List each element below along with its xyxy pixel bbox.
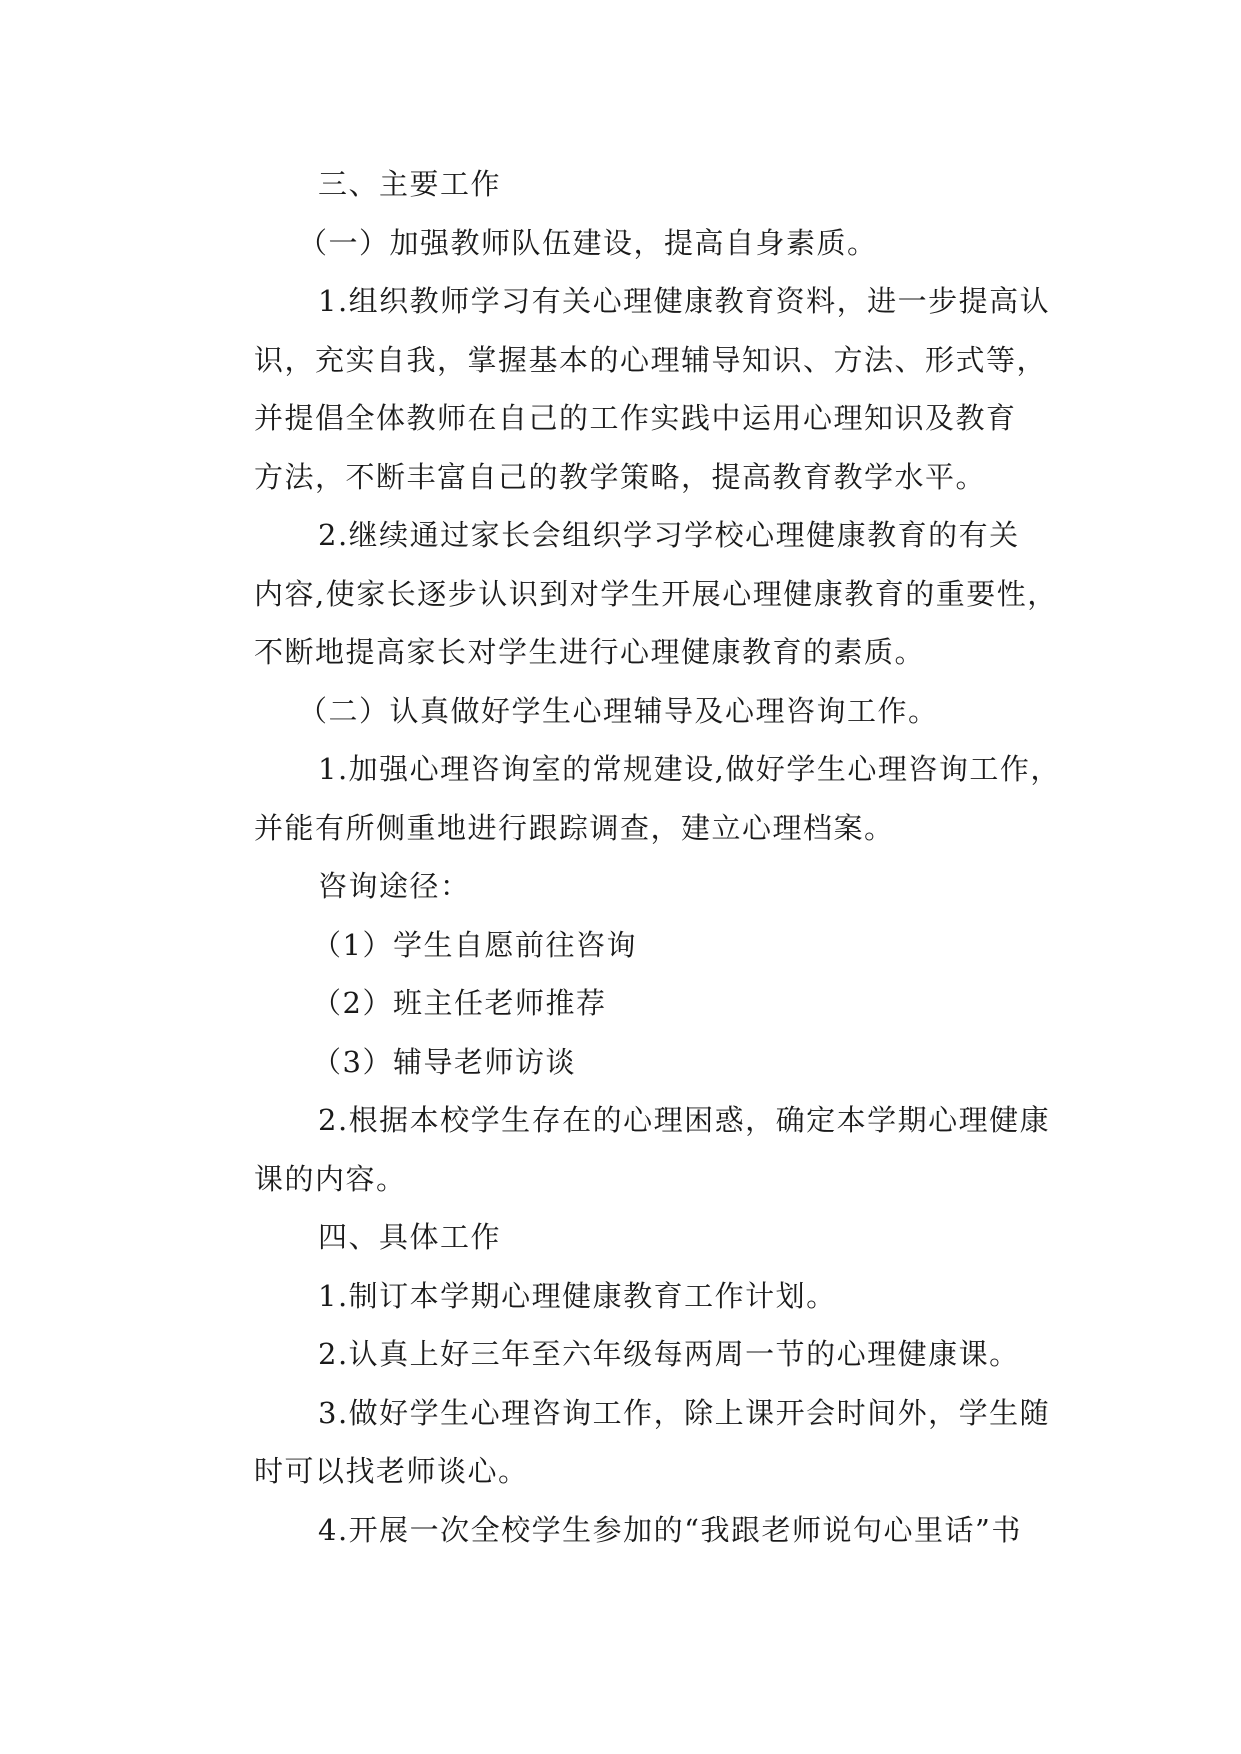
text-line: 1.制订本学期心理健康教育工作计划。 (318, 1278, 837, 1313)
paragraph-teacher-study (190, 272, 1050, 506)
text-line: 方法，不断丰富自己的教学策略，提高教育教学水平。 (254, 459, 987, 494)
list-item-1 (190, 916, 1050, 975)
subsection-heading-2 (190, 682, 1050, 741)
text-line: 咨询途径： (318, 869, 471, 903)
text-line: 1.加强心理咨询室的常规建设,做好学生心理咨询工作， (318, 752, 1061, 786)
text-line: （3）辅导老师访谈 (312, 1044, 576, 1079)
paragraph-counseling-room (190, 740, 1061, 857)
text-line: 时可以找老师谈心。 (254, 1454, 529, 1488)
paragraph-activity (190, 1501, 1050, 1560)
text-line: 2.根据本校学生存在的心理困惑，确定本学期心理健康 (318, 1103, 1051, 1137)
text-line: 识，充实自我，掌握基本的心理辅导知识、方法、形式等， (254, 342, 1048, 377)
paragraph-counseling-channels (190, 857, 1050, 916)
text-line: 不断地提高家长对学生进行心理健康教育的素质。 (254, 635, 926, 669)
section-heading-4 (190, 1208, 1050, 1267)
text-line: （一）加强教师队伍建设，提高自身素质。 (298, 225, 878, 260)
text-line: 并能有所侧重地进行跟踪调查，建立心理档案。 (254, 810, 895, 845)
text-line: 3.做好学生心理咨询工作，除上课开会时间外，学生随 (318, 1395, 1051, 1430)
paragraph-course-content (190, 1091, 1050, 1208)
text-line: 课的内容。 (254, 1161, 407, 1196)
paragraph-consultation (190, 1384, 1050, 1501)
paragraph-plan (190, 1267, 1050, 1326)
text-line: 并提倡全体教师在自己的工作实践中运用心理知识及教育 (254, 401, 1017, 435)
document-body (190, 155, 1061, 1559)
text-line: 2.继续通过家长会组织学习学校心理健康教育的有关 (318, 518, 1020, 552)
list-item-3 (190, 1033, 1050, 1092)
text-line: （2）班主任老师推荐 (312, 986, 607, 1020)
text-line: 四、具体工作 (318, 1220, 502, 1254)
paragraph-classes (190, 1325, 1050, 1384)
text-line: （1）学生自愿前往咨询 (312, 927, 637, 962)
section-heading-3 (190, 155, 1050, 214)
text-line: 1.组织教师学习有关心理健康教育资料，进一步提高认 (318, 284, 1051, 318)
text-line: 2.认真上好三年至六年级每两周一节的心理健康课。 (318, 1337, 1020, 1371)
text-line: 内容,使家长逐步认识到对学生开展心理健康教育的重要性， (254, 576, 1058, 611)
text-line: （二）认真做好学生心理辅导及心理咨询工作。 (298, 693, 939, 728)
paragraph-parent-meeting (190, 506, 1058, 682)
text-line: 4.开展一次全校学生参加的“我跟老师说句心里话”书 (318, 1512, 1022, 1547)
text-line: 三、主要工作 (318, 167, 502, 201)
subsection-heading-1 (190, 214, 1050, 273)
list-item-2 (190, 974, 1050, 1033)
